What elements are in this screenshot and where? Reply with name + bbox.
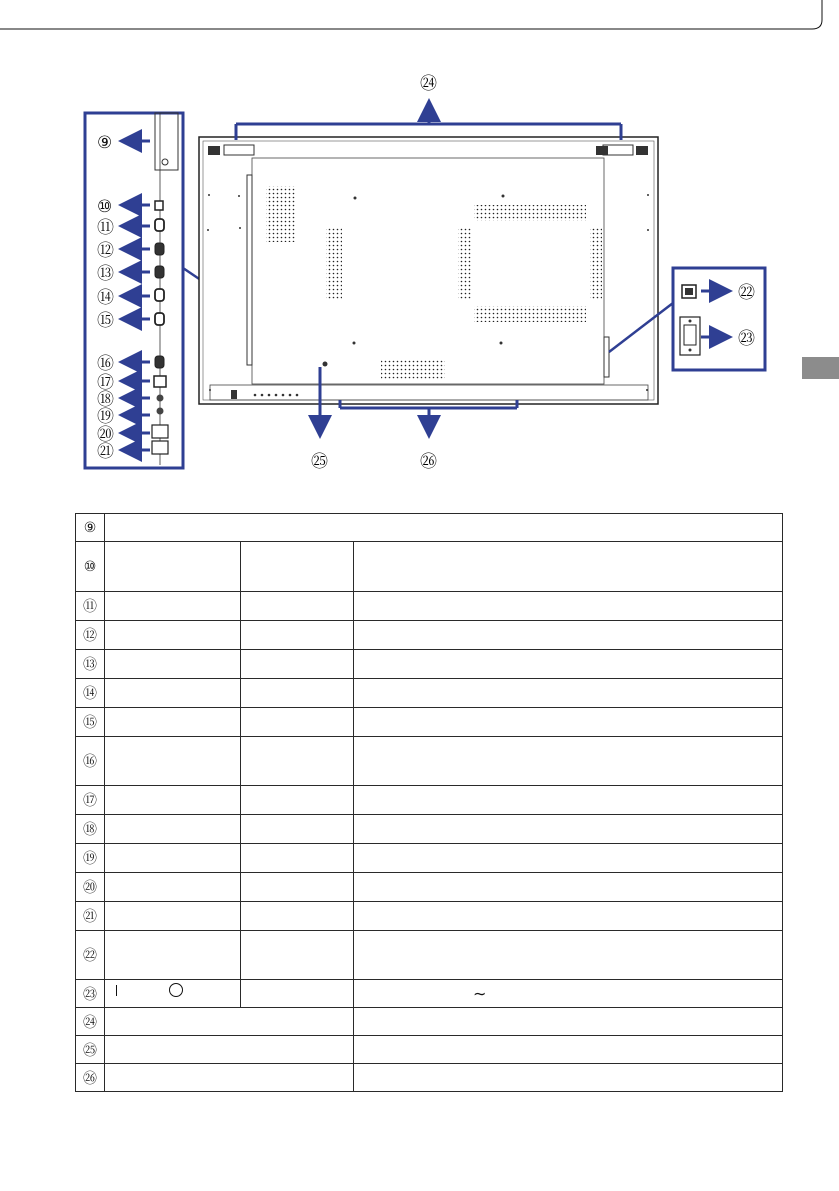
callout-12: ⑫ [97, 241, 114, 261]
table-row [76, 542, 783, 592]
table-row [76, 1008, 783, 1036]
table-row [76, 931, 783, 980]
row-index: ⑩ [76, 542, 105, 592]
callout-14: ⑭ [97, 288, 114, 308]
callout-20: ⑳ [97, 425, 114, 445]
callout-23: ㉓ [738, 329, 755, 349]
row-index: ㉑ [76, 902, 105, 931]
table-row [76, 708, 783, 737]
callout-21: ㉑ [97, 442, 114, 462]
callout-22: ㉒ [738, 283, 755, 303]
callout-19: ⑲ [97, 407, 114, 427]
row-index: ㉓ [76, 980, 105, 1008]
table-row [76, 514, 783, 542]
row-index: ㉒ [76, 931, 105, 980]
table-row [76, 873, 783, 902]
monitor-back [199, 137, 658, 404]
row-index: ⑬ [76, 650, 105, 679]
table-row [76, 1064, 783, 1092]
callout-13: ⑬ [97, 264, 114, 284]
callout-18: ⑱ [97, 390, 114, 410]
row-index: ⑱ [76, 815, 105, 844]
callout-25: ㉕ [311, 452, 328, 472]
callout-11: ⑪ [97, 218, 114, 238]
row-index: ⑫ [76, 621, 105, 650]
callout-15: ⑮ [97, 311, 114, 331]
row-index: ㉕ [76, 1036, 105, 1064]
callout-10: ⑩ [97, 197, 113, 217]
row-index: ⑮ [76, 708, 105, 737]
callout-26: ㉖ [420, 452, 437, 472]
row-index: ⑳ [76, 873, 105, 902]
callout-24-leader [236, 104, 621, 140]
row-index: ⑯ [76, 737, 105, 786]
callout-24: ㉔ [420, 74, 437, 94]
callout-9: ⑨ [97, 133, 113, 153]
table-row [76, 902, 783, 931]
table-row [76, 1036, 783, 1064]
on-symbol [116, 985, 117, 996]
table-row [76, 650, 783, 679]
connector-table [75, 513, 783, 1092]
row-index: ⑪ [76, 592, 105, 621]
ac-symbol: ∼ [473, 984, 487, 1003]
row-index: ⑰ [76, 786, 105, 815]
row-index: ⑲ [76, 844, 105, 873]
table-row [76, 621, 783, 650]
off-symbol [169, 983, 183, 997]
table-row [76, 737, 783, 786]
row-index: ⑨ [76, 514, 105, 542]
callout-17: ⑰ [97, 373, 114, 393]
rear-view-diagram [0, 0, 839, 500]
table-row [76, 786, 783, 815]
table-row [76, 815, 783, 844]
callout-26-leader [340, 400, 517, 433]
table-row [76, 679, 783, 708]
row-index: ㉖ [76, 1064, 105, 1092]
table-row [76, 844, 783, 873]
table-row [76, 592, 783, 621]
row-index: ⑭ [76, 679, 105, 708]
callout-16: ⑯ [97, 354, 114, 374]
row-index: ㉔ [76, 1008, 105, 1036]
